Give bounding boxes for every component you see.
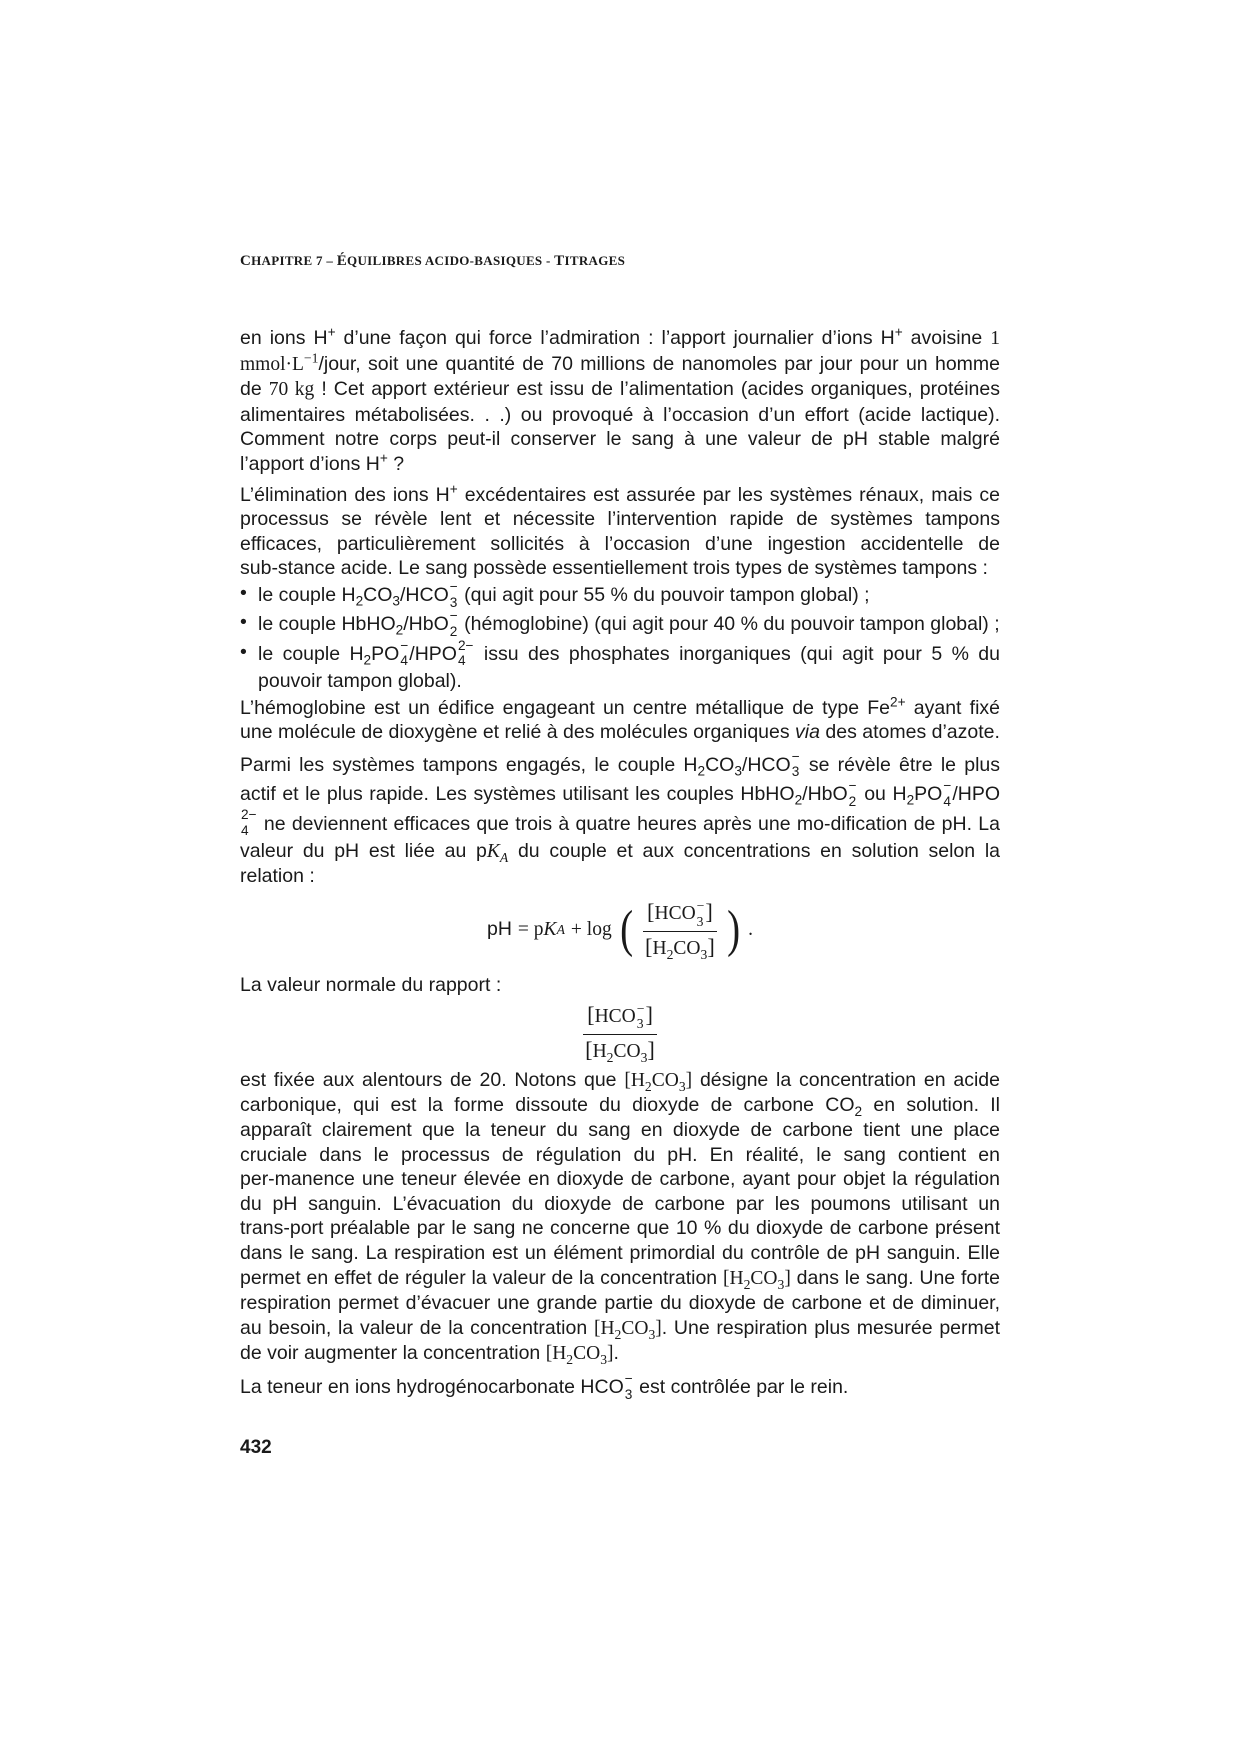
left-paren: ( xyxy=(619,901,633,959)
page-body xyxy=(240,326,1000,1408)
right-paren: ) xyxy=(726,901,740,959)
paragraph-1: en ions H+ d’une façon qui force l’admiration : l’apport journalier d’ions H+ avoisine 1 $mmol\cdot L^{-1}$/jour, soit une quantité de 70 millions de nanomoles par jour pour un homme de 70 kg ! Cet apport extérieur est issu de l’alimentation (acides organiques, protéines alimentaires métabolisées. . .) ou provoqué à l’occasion d’un effort (acide lactique). Comment notre corps peut-il conserver le sang à une valeur de pH stable malgré l’apport d’ions H+ ? xyxy=(240,324,1000,475)
ratio-fraction: [HCO − 3 ] $[H_2CO_3]$ xyxy=(641,899,719,961)
list-item: • le couple $H_2PO$ − 4 /HPO 2− 4 issu des phosphates inorganiques (qui agit pour 5 % du pouvoir tampon global). xyxy=(240,640,1000,694)
header-initial: C xyxy=(240,253,252,269)
paragraph-6: est fixée aux alentours de 20. Notons que $[H_2CO_3]$ désigne la concentration en acide carbonique, qui est la forme dissoute du dioxyde de carbone $CO_2$ en solution. Il apparaît clairement que la teneur du sang en dioxyde de carbone tient une place cruciale dans le processus de régulation du pH. En réalité, le sang contient en per‑manence une teneur élevée en dioxyde de carbone, ayant pour objet la régulation du pH sanguin. L’évacuation du dioxyde de carbone par les poumons utilisant un trans‑port préalable par le sang ne concerne que 10 % du dioxyde de carbone présent dans le sang. La respiration est un élément primordial du contrôle de pH sanguin. Elle permet en effet de réguler la valeur de la concentration $[H_2CO_3]$ dans le sang. Une forte respiration permet d’évacuer une grande partie du dioxyde de carbone et de diminuer, au besoin, la valeur de la concentration $[H_2CO_3]$. Une respiration plus mesurée permet de voir augmenter la concentration $[H_2CO_3]$. xyxy=(240,1068,1001,1368)
paragraph-3: L’hémoglobine est un édifice engageant un centre métallique de type $Fe^{2+}$ ayant fixé une molécule de dioxygène et relié à des molécules organiques via des atomes d’azote. xyxy=(240,694,1000,744)
paragraph-4: Parmi les systèmes tampons engagés, le couple $H_2CO_3$/HCO − 3 se révèle être le plus actif et le plus rapide. Les systèmes utilisant les couples HbHO$_2$/HbO − 2 ou $H_2PO$ − 4 /HPO 2− 4 ne deviennent efficaces que trois à quatre heures après une mo‑dification de pH. La valeur du pH est liée au $pK_A$ du couple et aux concentrations en solution selon la relation : xyxy=(240,748,1001,888)
paragraph-7: La teneur en ions hydrogénocarbonate HCO − 3 est contrôlée par le rein. xyxy=(240,1370,849,1402)
list-item: • le couple HbHO$_2$/HbO − 2 (hémoglobine) (qui agit pour 40 % du pouvoir tampon global) ; xyxy=(240,610,1000,639)
henderson-equation: pH = p K A + log ( [HCO − 3 ] $[H_2CO_3]$ ) . xyxy=(486,897,754,963)
header-initial-2: É xyxy=(336,253,348,269)
header-title: QUILIBRES ACIDO-BASIQUES - xyxy=(347,253,555,268)
header-chapter: HAPITRE 7 – xyxy=(251,253,337,268)
running-header xyxy=(240,253,625,270)
page-number: 432 xyxy=(240,1437,272,1458)
buffer-list xyxy=(240,578,1001,694)
paragraph-2: L’élimination des ions H+ excédentaires est assurée par les systèmes rénaux, mais ce processus se révèle lent et nécessite l’intervention rapide de systèmes tampons efficaces, particulièrement sollicités à l’occasion d’une ingestion accidentelle de sub‑stance acide. Le sang possède essentiellement trois types de systèmes tampons : xyxy=(240,481,1000,580)
list-item: • le couple $H_2CO_3$/HCO − 3 (qui agit pour 55 % du pouvoir tampon global) ; xyxy=(240,581,1000,610)
paragraph-5: La valeur normale du rapport : xyxy=(240,974,502,997)
ratio-display: [HCO − 3 ] $[H_2CO_3]$ xyxy=(240,1002,1000,1064)
header-initial-3: T xyxy=(554,253,565,269)
header-title-2: ITRAGES xyxy=(564,253,626,268)
